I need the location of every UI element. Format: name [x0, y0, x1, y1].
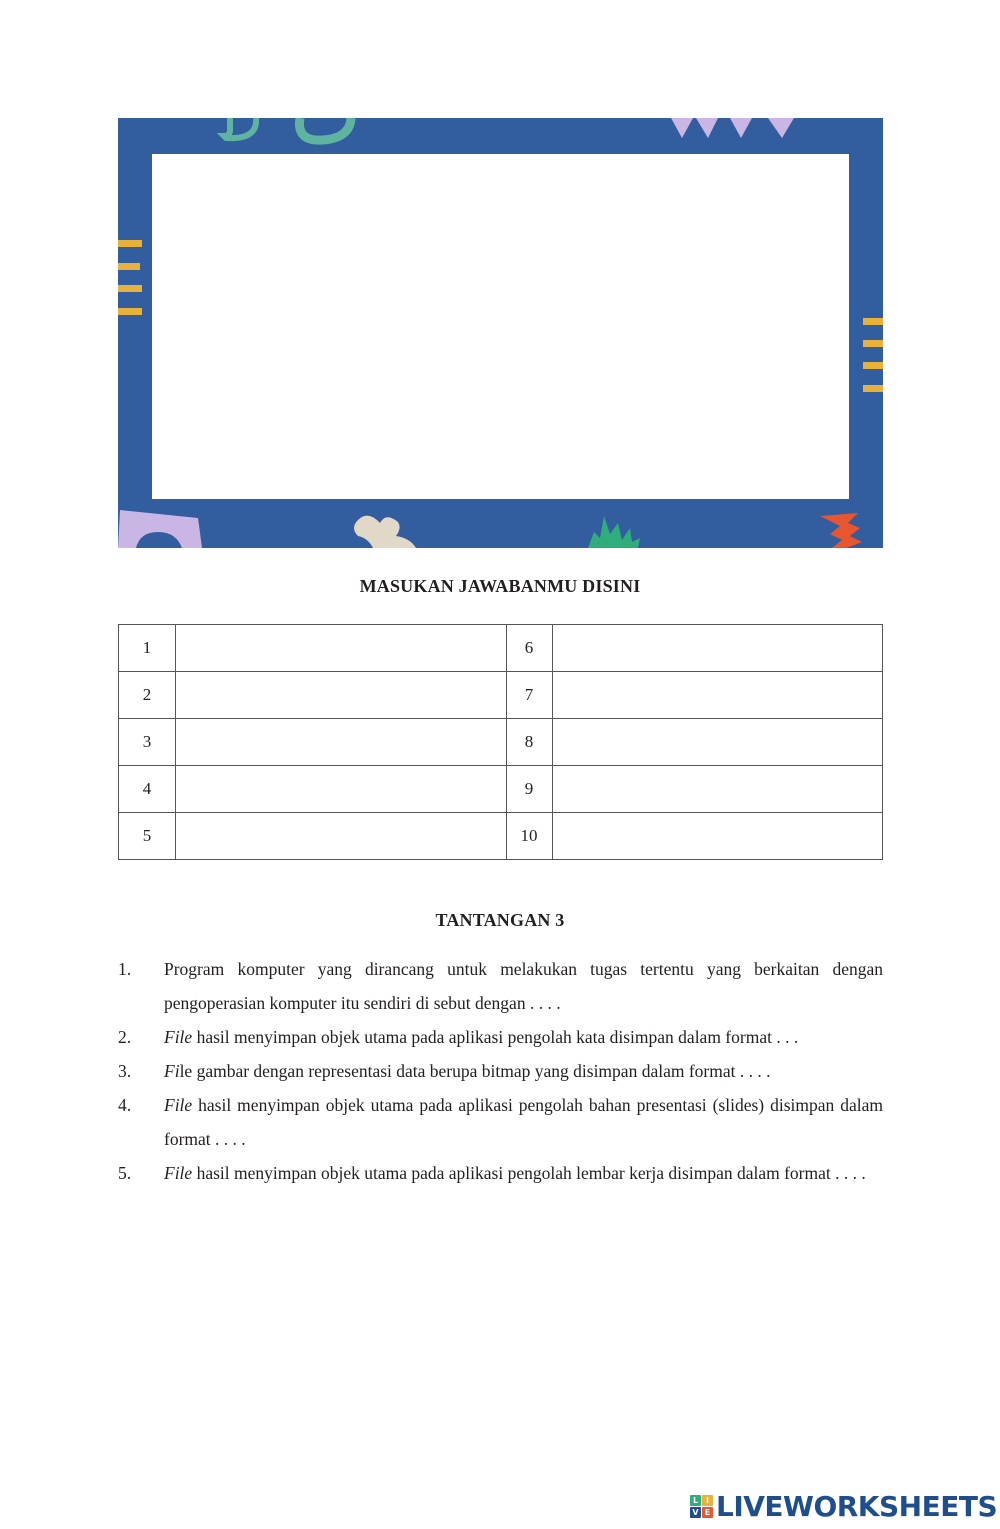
lilac-triangle	[768, 118, 794, 138]
question-item	[118, 1054, 883, 1088]
logo-tile: I	[702, 1495, 713, 1506]
logo-tile: E	[702, 1507, 713, 1518]
answer-cell[interactable]	[552, 813, 883, 860]
lilac-triangle	[671, 118, 693, 138]
green-plant-shape	[588, 516, 640, 548]
question-item	[118, 1020, 883, 1054]
challenge-heading: TANTANGAN 3	[435, 910, 565, 930]
answer-number: 6	[506, 625, 552, 672]
yellow-bar	[118, 308, 142, 315]
yellow-bar	[118, 240, 142, 247]
teal-arch-shape	[299, 118, 351, 140]
logo-tile: L	[690, 1495, 701, 1506]
question-text: hasil menyimpan objek utama pada aplikasi pengolah bahan presentasi (slides) disimpan dalam format . . . .	[164, 1095, 883, 1149]
yellow-bar	[118, 285, 142, 292]
answer-frame-blank-area	[152, 154, 849, 499]
lilac-arch-shape	[118, 510, 202, 548]
question-list	[118, 952, 883, 1190]
question-item	[118, 1088, 883, 1156]
logo-tiles-icon	[690, 1495, 713, 1518]
table-row	[119, 625, 883, 672]
yellow-bar	[863, 385, 883, 392]
answer-number: 10	[506, 813, 552, 860]
teal-squiggle-shape	[224, 118, 256, 138]
question-item	[118, 952, 883, 1020]
question-text: le gambar dengan representasi data berupa bitmap yang disimpan dalam format . . . .	[179, 1061, 771, 1081]
answer-number: 5	[119, 813, 176, 860]
question-text: Program komputer yang dirancang untuk melakukan tugas tertentu yang berkaitan dengan pengoperasian komputer itu sendiri di sebut dengan . . . .	[164, 959, 883, 1013]
question-number: 1.	[118, 959, 132, 979]
question-italic-lead: Fi	[164, 1061, 180, 1081]
answer-cell[interactable]	[552, 719, 883, 766]
question-italic-lead: File	[164, 1095, 193, 1115]
yellow-bar	[863, 318, 883, 325]
answer-number: 3	[119, 719, 176, 766]
answer-number: 8	[506, 719, 552, 766]
orange-zigzag-shape	[820, 513, 862, 548]
answer-cell[interactable]	[176, 625, 507, 672]
answer-cell[interactable]	[552, 625, 883, 672]
logo-wordmark: LIVEWORKSHEETS	[716, 1489, 998, 1523]
answer-cell[interactable]	[176, 672, 507, 719]
question-number: 5.	[118, 1163, 132, 1183]
liveworksheets-logo[interactable]	[690, 1486, 997, 1526]
answer-cell[interactable]	[176, 766, 507, 813]
table-row	[119, 719, 883, 766]
answer-heading: MASUKAN JAWABANMU DISINI	[359, 576, 641, 596]
table-row	[119, 672, 883, 719]
question-text: hasil menyimpan objek utama pada aplikasi pengolah kata disimpan dalam format . . .	[192, 1027, 799, 1047]
answer-number: 7	[506, 672, 552, 719]
answer-number: 4	[119, 766, 176, 813]
yellow-bar	[863, 340, 883, 347]
lilac-triangle	[696, 118, 718, 138]
question-italic-lead: File	[164, 1027, 193, 1047]
yellow-bar	[118, 263, 140, 270]
question-number: 2.	[118, 1027, 132, 1047]
answer-number: 9	[506, 766, 552, 813]
question-italic-lead: File	[164, 1163, 193, 1183]
table-row	[119, 766, 883, 813]
answer-cell[interactable]	[176, 813, 507, 860]
answer-cell[interactable]	[552, 672, 883, 719]
answer-cell[interactable]	[176, 719, 507, 766]
question-number: 4.	[118, 1095, 132, 1115]
answer-cell[interactable]	[552, 766, 883, 813]
logo-tile: V	[690, 1507, 701, 1518]
question-item	[118, 1156, 883, 1190]
table-row	[119, 813, 883, 860]
question-number: 3.	[118, 1061, 132, 1081]
answer-frame	[118, 118, 883, 548]
question-text: hasil menyimpan objek utama pada aplikasi pengolah lembar kerja disimpan dalam format . . . .	[192, 1163, 866, 1183]
answer-number: 2	[119, 672, 176, 719]
answer-number: 1	[119, 625, 176, 672]
lilac-triangle	[730, 118, 752, 138]
yellow-bar	[863, 362, 883, 369]
beige-leaf-shape	[354, 516, 416, 548]
answer-table	[118, 624, 883, 860]
